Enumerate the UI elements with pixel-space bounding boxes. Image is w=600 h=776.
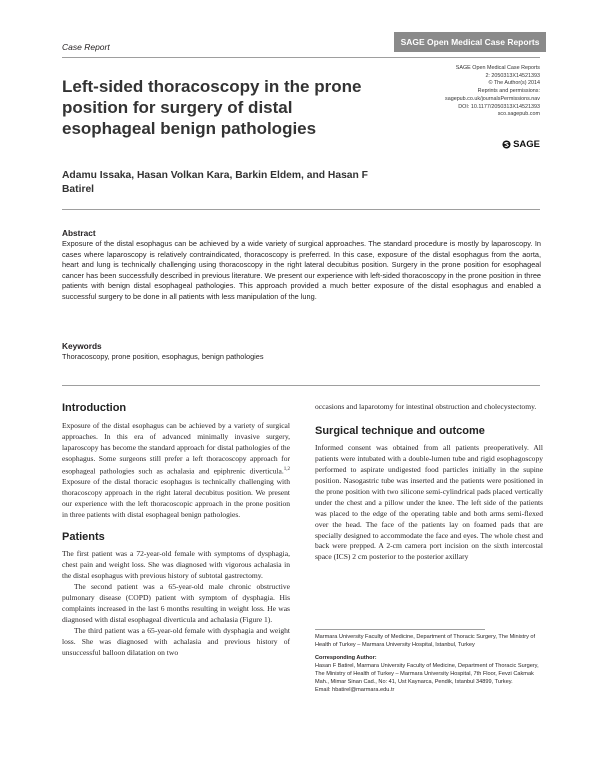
patients-paragraph-2: The second patient was a 65-year-old male chronic obstructive pulmonary disease (COPD) patient with symptom of dysphagia. His complaints increased in the last 6 months resulting in weight loss. He was diagnosed with distal esophageal diverticula and achalasia (Figure 1). — [62, 581, 290, 624]
introduction-text: Exposure of the distal esophagus can be achieved by a variety of surgical approaches. In this era of advanced minimally invasive surgery, laparoscopy has become the standard approach for distal pathologies of the esophagus. Some surgeons still prefer a left thoracoscopy approach for esophageal pathologies such as achalasia and epiphrenic diverticula. — [62, 420, 290, 476]
keywords-text: Thoracoscopy, prone position, esophagus, benign pathologies — [62, 352, 264, 361]
article-meta — [400, 65, 540, 119]
sage-logo-text: SAGE — [513, 139, 540, 150]
patients-paragraph-3: The third patient was a 65-year-old female with dysphagia and weight loss. She was diagnosed with achalasia and previous history of unsuccessful balloon dilatation on two — [62, 625, 290, 657]
meta-copyright: © The Author(s) 2014 — [488, 80, 540, 87]
authors-divider — [62, 209, 540, 210]
affiliation-text: Marmara University Faculty of Medicine, Department of Thoracic Surgery, The Ministry of Health of Turkey – Marmara University Hospital, Istanbul, Turkey — [315, 634, 536, 648]
journal-name-banner: SAGE Open Medical Case Reports — [394, 32, 546, 52]
footnote-divider — [315, 629, 485, 630]
surgical-technique-heading: Surgical technique and outcome — [315, 424, 485, 437]
abstract-text: Exposure of the distal esophagus can be achieved by a wide variety of surgical approaches. The standard procedure is mostly by laparoscopy. In cases where laparoscopy is relatively contraindicated, thoracoscopy is preferred. In this case, exposure of the distal esophagus from the aorta, heart and lung is technically challenging using thoracoscopy in the right lateral decubitus position. Surgery in the prone position for esophageal cancer has been successfully described in previous literature. We present our experience with left-sided thoracoscopy in the prone position in three patients with benign distal esophageal pathologies. This approach provided a much better exposure of the distal esophagus and enabled a successful surgery to be done in all patients with less manipulation of the lung. — [62, 239, 541, 301]
continuation-paragraph: occasions and laparotomy for intestinal obstruction and cholecystectomy. — [315, 402, 537, 411]
left-column — [62, 398, 290, 659]
introduction-paragraph — [62, 421, 290, 521]
corresponding-author-label: Corresponding Author: — [315, 655, 377, 661]
meta-permissions-link[interactable]: sagepub.co.uk/journalsPermissions.nav — [445, 95, 540, 102]
article-title: Left-sided thoracoscopy in the prone position for surgery of distal esophageal benign pathologies — [62, 77, 362, 138]
introduction-heading: Introduction — [62, 402, 127, 414]
introduction-text-cont: Exposure of the distal thoracic esophagus is technically challenging with thoracoscopy approach in the right lateral decubitus position. We present our experience with the left thoracoscopic approach in the prone position in three patients with distal esophageal benign pathologies. — [62, 477, 290, 520]
corresponding-author-text: Hasan F Batirel, Marmara University Faculty of Medicine, Department of Thoracic Surgery, The Ministry of Health of Turkey – Marmara University Hospital, 7th Floor, Fevzi Cakmak Mah., Mimar Sinan Cad., No: 41, Ust Kaynarca, Pendik, Istanbul 34899, Turkey. — [315, 663, 539, 685]
abstract-divider — [62, 385, 540, 386]
meta-reprints: Reprints and permissions: — [477, 88, 540, 95]
meta-doi[interactable]: DOI: 10.1177/2050313X14521393 — [458, 103, 540, 110]
citation-ref[interactable]: 1,2 — [283, 466, 290, 472]
right-column — [315, 402, 543, 563]
surgical-technique-paragraph: Informed consent was obtained from all patients preoperatively. All patients were intubated with a double-lumen tube and rigid esophagoscopy performed to aspirate undigested food particles initially in the supine position. Nasogastric tube was inserted and the patients were positioned in the prone position with two silicone semi-cylindrical pads placed vertically under the chest and a pillow under the knee. The left side of the patients was placed to the edge of the operating table and both arms semi-flexed over the head. The face of the patients lay on foamed pads that are specially designed to accommodate the face and eyes. The whole chest and back were prepped. A 2-cm camera port incision on the sixth intercostal space (ICS) 2 cm posterior to the posterior axillary — [315, 442, 543, 562]
abstract-heading: Abstract — [62, 228, 96, 238]
sage-logo — [490, 139, 540, 150]
meta-volume: 2: 2050313X14521393 — [485, 72, 540, 79]
article-type: Case Report — [62, 42, 110, 52]
meta-site-link[interactable]: sco.sagepub.com — [497, 111, 540, 118]
sage-emblem-icon — [502, 140, 511, 149]
footnote — [315, 633, 541, 694]
author-list: Adamu Issaka, Hasan Volkan Kara, Barkin Eldem, and Hasan F Batirel — [62, 170, 368, 195]
keywords-heading: Keywords — [62, 341, 102, 351]
patients-paragraph-1: The first patient was a 72-year-old female with symptoms of dysphagia, chest pain and weight loss. She was diagnosed with vigorous achalasia in the distal esophagus with previous history of subtotal gastrectomy. — [62, 549, 290, 580]
patients-heading: Patients — [62, 531, 105, 544]
author-email[interactable]: Email: hbatirel@marmara.edu.tr — [315, 687, 395, 693]
header-divider — [62, 57, 540, 58]
meta-journal: SAGE Open Medical Case Reports — [455, 65, 540, 71]
